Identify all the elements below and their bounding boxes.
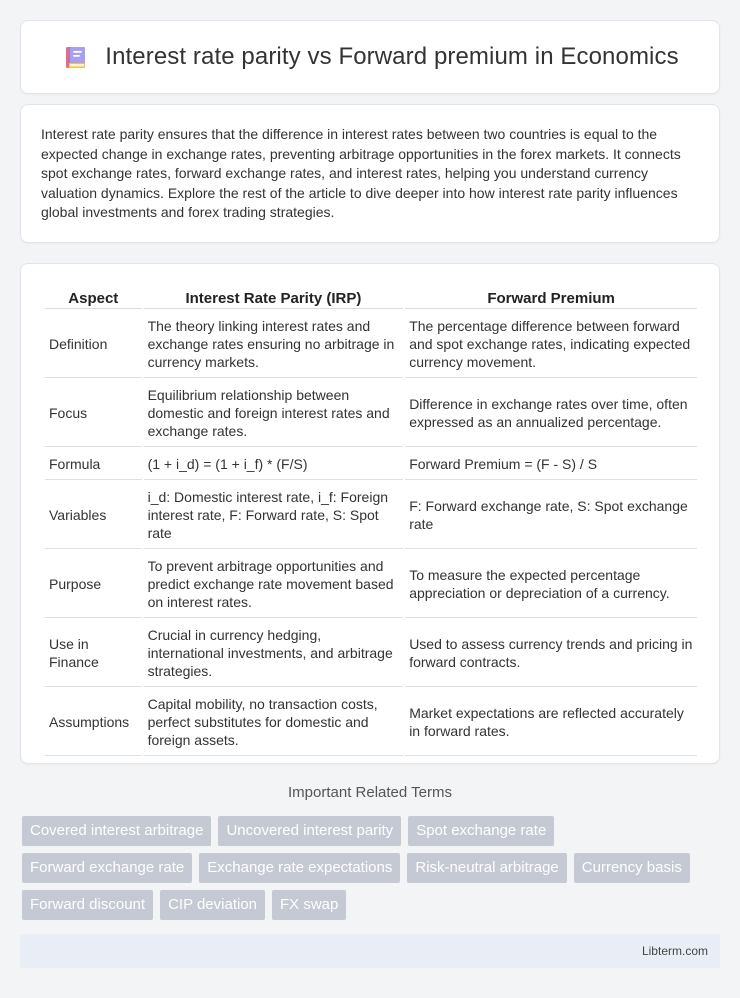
header-aspect: Aspect: [45, 288, 142, 309]
cell-aspect: Purpose: [45, 551, 142, 618]
table-row: [45, 689, 697, 756]
cell-irp: Capital mobility, no transaction costs, perfect substitutes for domestic and foreign assets.: [144, 689, 404, 756]
table-row: [45, 551, 697, 618]
comparison-card: [20, 263, 720, 764]
footer-site-link[interactable]: Libterm.com: [641, 944, 708, 958]
cell-irp: i_d: Domestic interest rate, i_f: Foreign interest rate, F: Forward rate, S: Spot rate: [144, 482, 404, 549]
header-irp: Interest Rate Parity (IRP): [144, 288, 404, 309]
table-row: [45, 482, 697, 549]
cell-aspect: Formula: [45, 449, 142, 480]
title-wrap: [61, 42, 678, 72]
related-terms-title: Important Related Terms: [288, 784, 452, 801]
table-row: [45, 311, 697, 378]
tag-uncovered-interest-parity[interactable]: Uncovered interest parity: [218, 816, 401, 846]
table-row: [45, 380, 697, 447]
tag-currency-basis[interactable]: Currency basis: [574, 853, 690, 883]
tag-risk-neutral-arbitrage[interactable]: Risk-neutral arbitrage: [407, 853, 566, 883]
cell-irp: To prevent arbitrage opportunities and predict exchange rate movement based on interest rates.: [144, 551, 404, 618]
cell-forward-premium: Used to assess currency trends and pricing in forward contracts.: [405, 620, 697, 687]
footer: [20, 934, 720, 968]
cell-aspect: Use in Finance: [45, 620, 142, 687]
tag-cip-deviation[interactable]: CIP deviation: [160, 890, 265, 920]
cell-aspect: Assumptions: [45, 689, 142, 756]
intro-card: [20, 104, 720, 243]
tag-forward-discount[interactable]: Forward discount: [22, 890, 153, 920]
tag-covered-interest-arbitrage[interactable]: Covered interest arbitrage: [22, 816, 211, 846]
tag-fx-swap[interactable]: FX swap: [272, 890, 346, 920]
header-card: [20, 20, 720, 94]
cell-forward-premium: Difference in exchange rates over time, often expressed as an annualized percentage.: [405, 380, 697, 447]
page-title: Interest rate parity vs Forward premium in Economics: [105, 43, 679, 70]
cell-forward-premium: Forward Premium = (F - S) / S: [405, 449, 697, 480]
cell-forward-premium: The percentage difference between forward and spot exchange rates, indicating expected currency movement.: [405, 311, 697, 378]
cell-aspect: Focus: [45, 380, 142, 447]
table-header-row: [45, 288, 697, 309]
table-row: [45, 449, 697, 480]
cell-forward-premium: Market expectations are reflected accurately in forward rates.: [405, 689, 697, 756]
book-icon: [61, 42, 91, 72]
related-terms-tags: [22, 816, 722, 920]
cell-aspect: Variables: [45, 482, 142, 549]
cell-aspect: Definition: [45, 311, 142, 378]
intro-paragraph: Interest rate parity ensures that the difference in interest rates between two countries is equal to the expected change in exchange rates, preventing arbitrage opportunities in the forex markets. It connects spot exchange rates, forward exchange rates, and interest rates, helping you understand currency valuation dynamics. Explore the rest of the article to dive deeper into how interest rate parity influences global investments and forex trading strategies.: [41, 126, 681, 221]
comparison-table: [43, 286, 699, 758]
cell-irp: Equilibrium relationship between domestic and foreign interest rates and exchange rates.: [144, 380, 404, 447]
tag-exchange-rate-expectations[interactable]: Exchange rate expectations: [199, 853, 400, 883]
tag-forward-exchange-rate[interactable]: Forward exchange rate: [22, 853, 192, 883]
cell-irp: Crucial in currency hedging, international investments, and arbitrage strategies.: [144, 620, 404, 687]
cell-irp: (1 + i_d) = (1 + i_f) * (F/S): [144, 449, 404, 480]
cell-irp: The theory linking interest rates and exchange rates ensuring no arbitrage in currency markets.: [144, 311, 404, 378]
cell-forward-premium: F: Forward exchange rate, S: Spot exchange rate: [405, 482, 697, 549]
table-row: [45, 620, 697, 687]
cell-forward-premium: To measure the expected percentage appreciation or depreciation of a currency.: [405, 551, 697, 618]
tag-spot-exchange-rate[interactable]: Spot exchange rate: [408, 816, 554, 846]
header-forward-premium: Forward Premium: [405, 288, 697, 309]
